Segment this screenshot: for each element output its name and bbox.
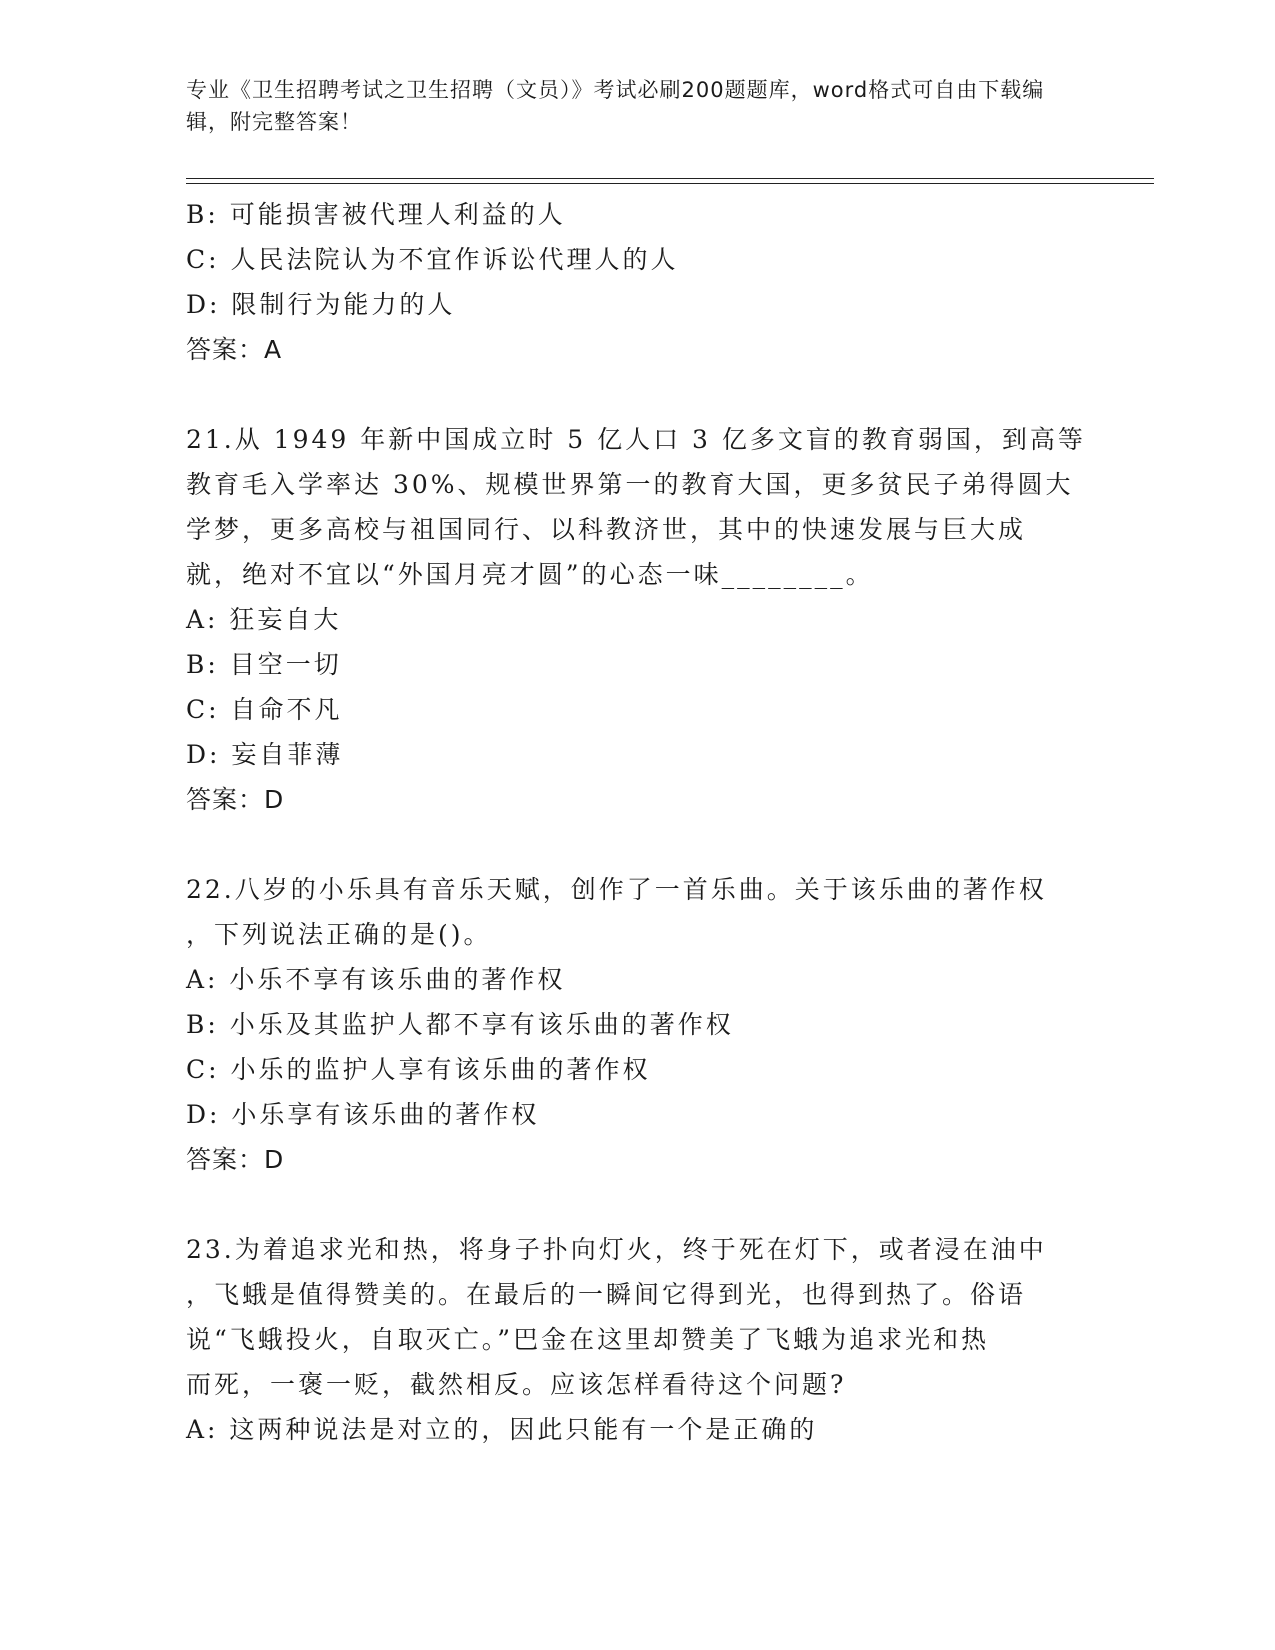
- question-stem-line: 22.八岁的小乐具有音乐天赋，创作了一首乐曲。关于该乐曲的著作权: [186, 875, 1047, 904]
- question-21: [186, 417, 1086, 822]
- document-header: 专业《卫生招聘考试之卫生招聘（文员）》考试必刷200题题库，word格式可自由下载编辑，附完整答案！: [186, 78, 1045, 134]
- option-d: D: 小乐享有该乐曲的著作权: [186, 1100, 540, 1129]
- option-c: C: 自命不凡: [186, 695, 343, 724]
- previous-question-tail: [186, 192, 1086, 372]
- spacer: [186, 372, 1086, 417]
- option-a: A: 这两种说法是对立的，因此只能有一个是正确的: [186, 1415, 818, 1444]
- answer-line: 答案：D: [186, 1145, 285, 1174]
- question-stem-line: 说“飞蛾投火，自取灭亡。”巴金在这里却赞美了飞蛾为追求光和热: [186, 1325, 990, 1354]
- option-d: D: 妄自菲薄: [186, 740, 344, 769]
- question-stem-line: 21.从 1949 年新中国成立时 5 亿人口 3 亿多文盲的教育弱国，到高等: [186, 425, 1086, 454]
- option-b: B: 目空一切: [186, 650, 342, 679]
- question-stem-line: 教育毛入学率达 30%、规模世界第一的教育大国，更多贫民子弟得圆大: [186, 470, 1074, 499]
- question-stem-line: ，飞蛾是值得赞美的。在最后的一瞬间它得到光，也得到热了。俗语: [186, 1280, 1027, 1309]
- question-content: [186, 192, 1086, 1452]
- option-c: C: 小乐的监护人享有该乐曲的著作权: [186, 1055, 651, 1084]
- option-d: D: 限制行为能力的人: [186, 290, 456, 319]
- question-stem-line: 而死，一褒一贬，截然相反。应该怎样看待这个问题?: [186, 1370, 847, 1399]
- option-b: B: 可能损害被代理人利益的人: [186, 200, 566, 229]
- question-22: [186, 867, 1086, 1182]
- question-stem-line: 就，绝对不宜以“外国月亮才圆”的心态一味________。: [186, 560, 874, 589]
- answer-line: 答案：A: [186, 335, 283, 364]
- spacer: [186, 1182, 1086, 1227]
- answer-line: 答案：D: [186, 785, 285, 814]
- option-c: C: 人民法院认为不宜作诉讼代理人的人: [186, 245, 679, 274]
- option-b: B: 小乐及其监护人都不享有该乐曲的著作权: [186, 1010, 734, 1039]
- option-a: A: 狂妄自大: [186, 605, 342, 634]
- header-rule-top: [186, 178, 1154, 179]
- header-rule-bottom: [186, 183, 1154, 184]
- question-23: [186, 1227, 1086, 1452]
- question-stem-line: 学梦，更多高校与祖国同行、以科教济世，其中的快速发展与巨大成: [186, 515, 1027, 544]
- question-stem-line: 23.为着追求光和热，将身子扑向灯火，终于死在灯下，或者浸在油中: [186, 1235, 1047, 1264]
- option-a: A: 小乐不享有该乐曲的著作权: [186, 965, 566, 994]
- spacer: [186, 822, 1086, 867]
- question-stem-line: ，下列说法正确的是()。: [186, 920, 492, 949]
